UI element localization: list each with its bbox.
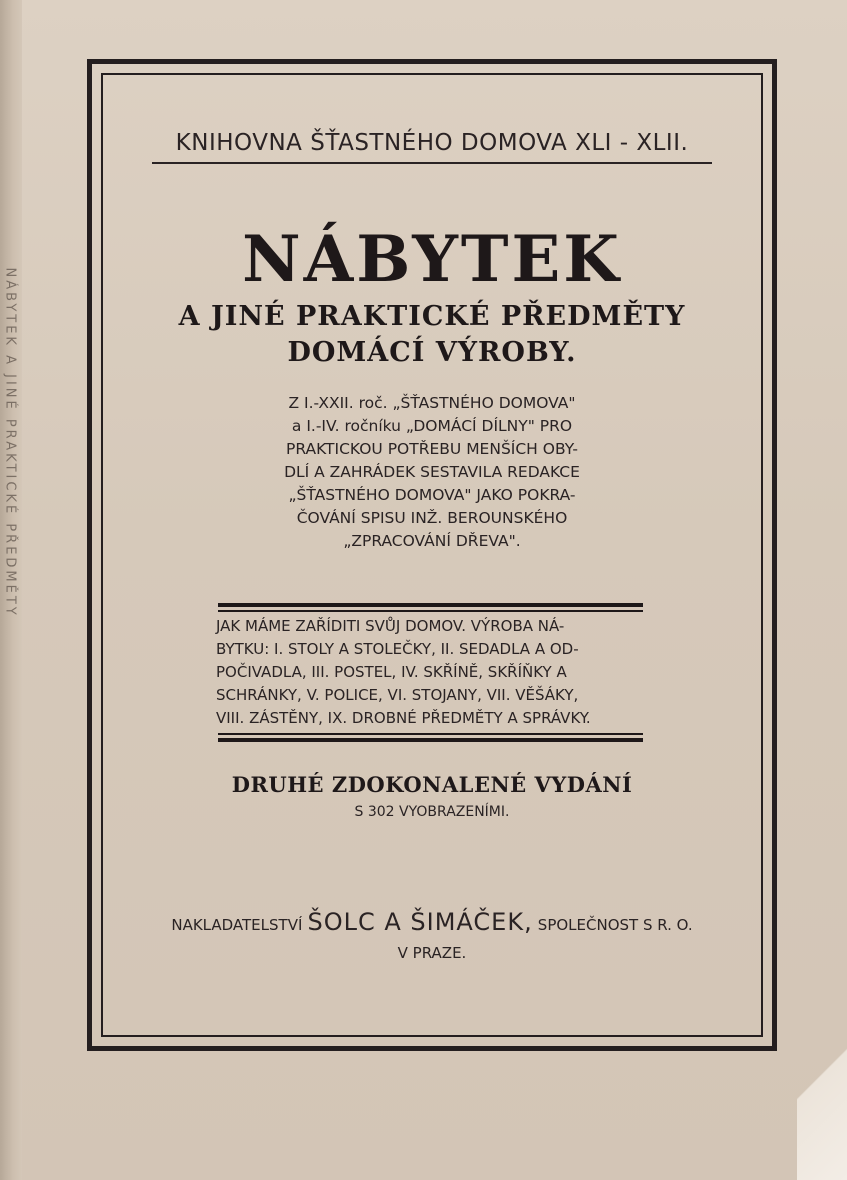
source-description [200, 392, 664, 553]
spine-text: NÁBYTEK A JINÉ PRAKTICKÉ PŘEDMĚTY [2, 267, 18, 618]
contents-top-rule-thick [218, 603, 643, 607]
subtitle-line-2: DOMÁCÍ VÝROBY. [287, 337, 577, 368]
source-line: ČOVÁNÍ SPISU INŽ. BEROUNSKÉHO [296, 509, 568, 527]
source-line: „ŠŤASTNÉHO DOMOVA" JAKO POKRA- [288, 486, 576, 504]
contents-line: POČIVADLA, III. POSTEL, IV. SKŘÍNĚ, SKŘÍŇKY A [216, 663, 567, 681]
inner-border-frame [101, 73, 763, 1037]
subtitle-line-1: A JINÉ PRAKTICKÉ PŘEDMĚTY [178, 301, 686, 332]
book-spine [0, 0, 22, 1180]
illustrations-note: S 302 VYOBRAZENÍMI. [354, 804, 510, 820]
source-line: PRAKTICKOU POTŘEBU MENŠÍCH OBY- [286, 440, 578, 458]
worn-corner [797, 1010, 847, 1180]
publication-city: V PRAZE. [397, 944, 467, 962]
source-line: Z I.-XXII. roč. „ŠŤASTNÉHO DOMOVA" [288, 394, 576, 412]
contents-top-rule-thin [218, 610, 643, 612]
contents-line: SCHRÁNKY, V. POLICE, VI. STOJANY, VII. VĚŠÁKY, [216, 686, 579, 704]
contents-bottom-rule-thick [218, 738, 643, 742]
series-title: KNIHOVNA ŠŤASTNÉHO DOMOVA XLI - XLII. [175, 130, 689, 156]
contents-bottom-rule-thin [218, 733, 643, 735]
series-underline [152, 162, 712, 164]
source-line: DLÍ A ZAHRÁDEK SESTAVILA REDAKCE [284, 463, 580, 481]
publisher-name: ŠOLC A ŠIMÁČEK, [307, 908, 533, 936]
contents-line: VIII. ZÁSTĚNY, IX. DROBNÉ PŘEDMĚTY A SPRÁVKY. [216, 709, 591, 727]
contents-line: BYTKU: I. STOLY A STOLEČKY, II. SEDADLA A OD- [216, 640, 579, 658]
publisher [140, 908, 724, 936]
publisher-suffix: SPOLEČNOST S R. O. [537, 916, 693, 934]
edition-note: DRUHÉ ZDOKONALENÉ VYDÁNÍ [231, 772, 633, 797]
table-of-contents [216, 615, 652, 730]
book-title: NÁBYTEK [242, 222, 622, 297]
contents-line: JAK MÁME ZAŘÍDITI SVŮJ DOMOV. VÝROBA NÁ- [216, 617, 565, 635]
publisher-prefix: NAKLADATELSTVÍ [171, 916, 303, 934]
source-line: „ZPRACOVÁNÍ DŘEVA". [343, 532, 521, 550]
source-line: a I.-IV. ročníku „DOMÁCÍ DÍLNY" PRO [291, 417, 573, 435]
